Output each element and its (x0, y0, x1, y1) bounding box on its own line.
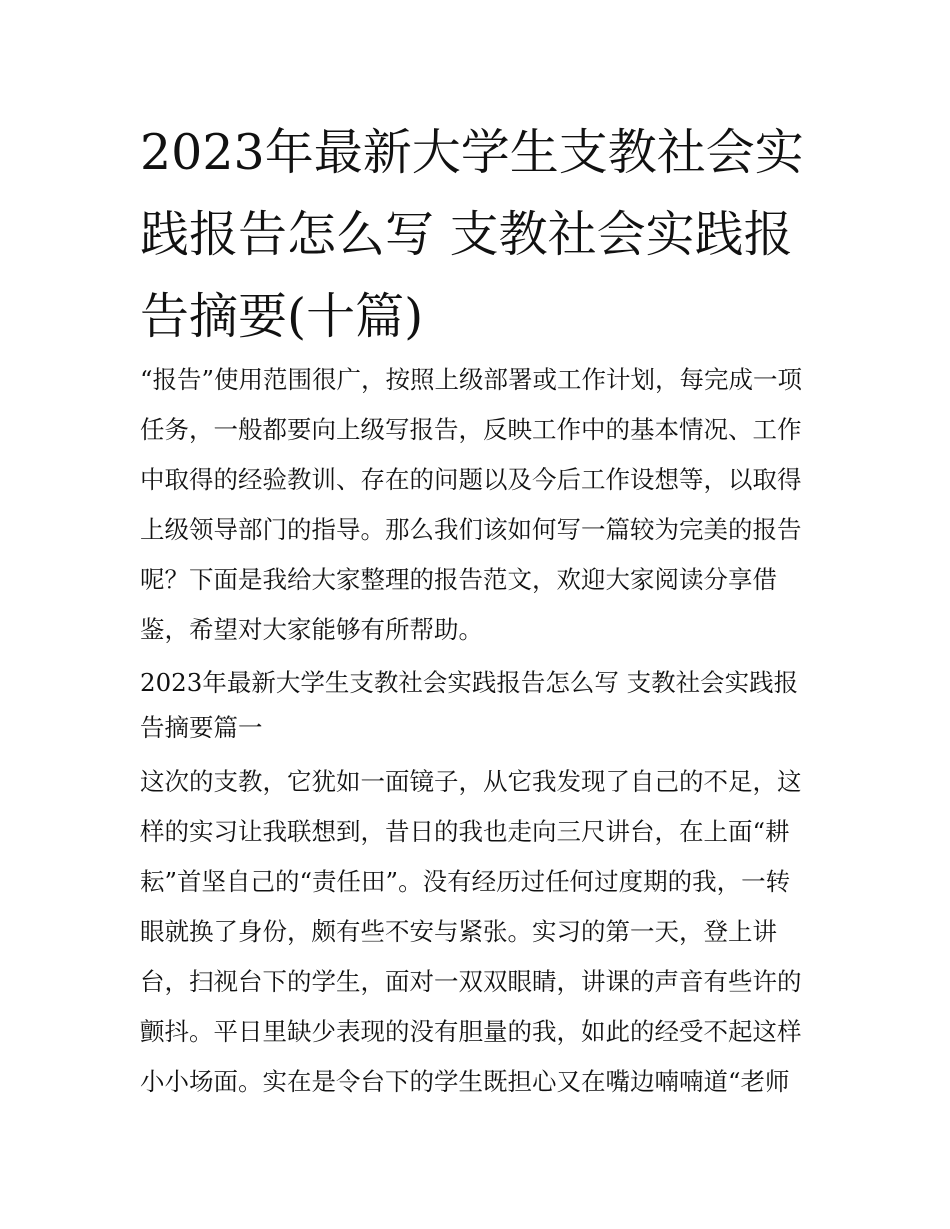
intro-line: “报告”使用范围很广，按照上级部署或工作计划，每完成一项 (140, 365, 803, 394)
section-body-line: 颤抖。平日里缺少表现的没有胆量的我，如此的经受不起这样 (140, 1017, 802, 1046)
intro-paragraph (140, 355, 830, 655)
section-body-line: 样的实习让我联想到，昔日的我也走向三尺讲台，在上面“耕 (140, 817, 790, 846)
section-body-line: 耘”首坚自己的“责任田”。没有经历过任何过度期的我，一转 (140, 867, 791, 896)
intro-line: 呢？下面是我给大家整理的报告范文，欢迎大家阅读分享借 (140, 565, 777, 594)
section-heading-line: 2023年最新大学生支教社会实践报告怎么写 支教社会实践报 (140, 668, 799, 697)
section-body-line: 眼就换了身份，颇有些不安与紧张。实习的第一天，登上讲 (140, 917, 777, 946)
title-line: 告摘要(十篇) (140, 288, 424, 345)
intro-line: 鉴，希望对大家能够有所帮助。 (140, 615, 483, 644)
intro-line: 任务，一般都要向上级写报告，反映工作中的基本情况、工作 (140, 415, 802, 444)
section-heading (140, 660, 830, 750)
document-title (140, 112, 820, 358)
intro-line: 上级领导部门的指导。那么我们该如何写一篇较为完美的报告 (140, 515, 802, 544)
section-body-line: 台，扫视台下的学生，面对一双双眼睛，讲课的声音有些许的 (140, 967, 802, 996)
section-heading-line: 告摘要篇一 (140, 713, 263, 742)
section-body-line: 这次的支教，它犹如一面镜子，从它我发现了自己的不足，这 (140, 767, 802, 796)
title-line: 践报告怎么写 支教社会实践报 (140, 206, 793, 263)
title-line: 2023年最新大学生支教社会实 (140, 124, 804, 181)
section-body-paragraph (140, 757, 830, 1107)
section-body-line: 小小场面。实在是令台下的学生既担心又在嘴边喃喃道“老师 (140, 1067, 790, 1096)
intro-line: 中取得的经验教训、存在的问题以及今后工作设想等，以取得 (140, 465, 802, 494)
